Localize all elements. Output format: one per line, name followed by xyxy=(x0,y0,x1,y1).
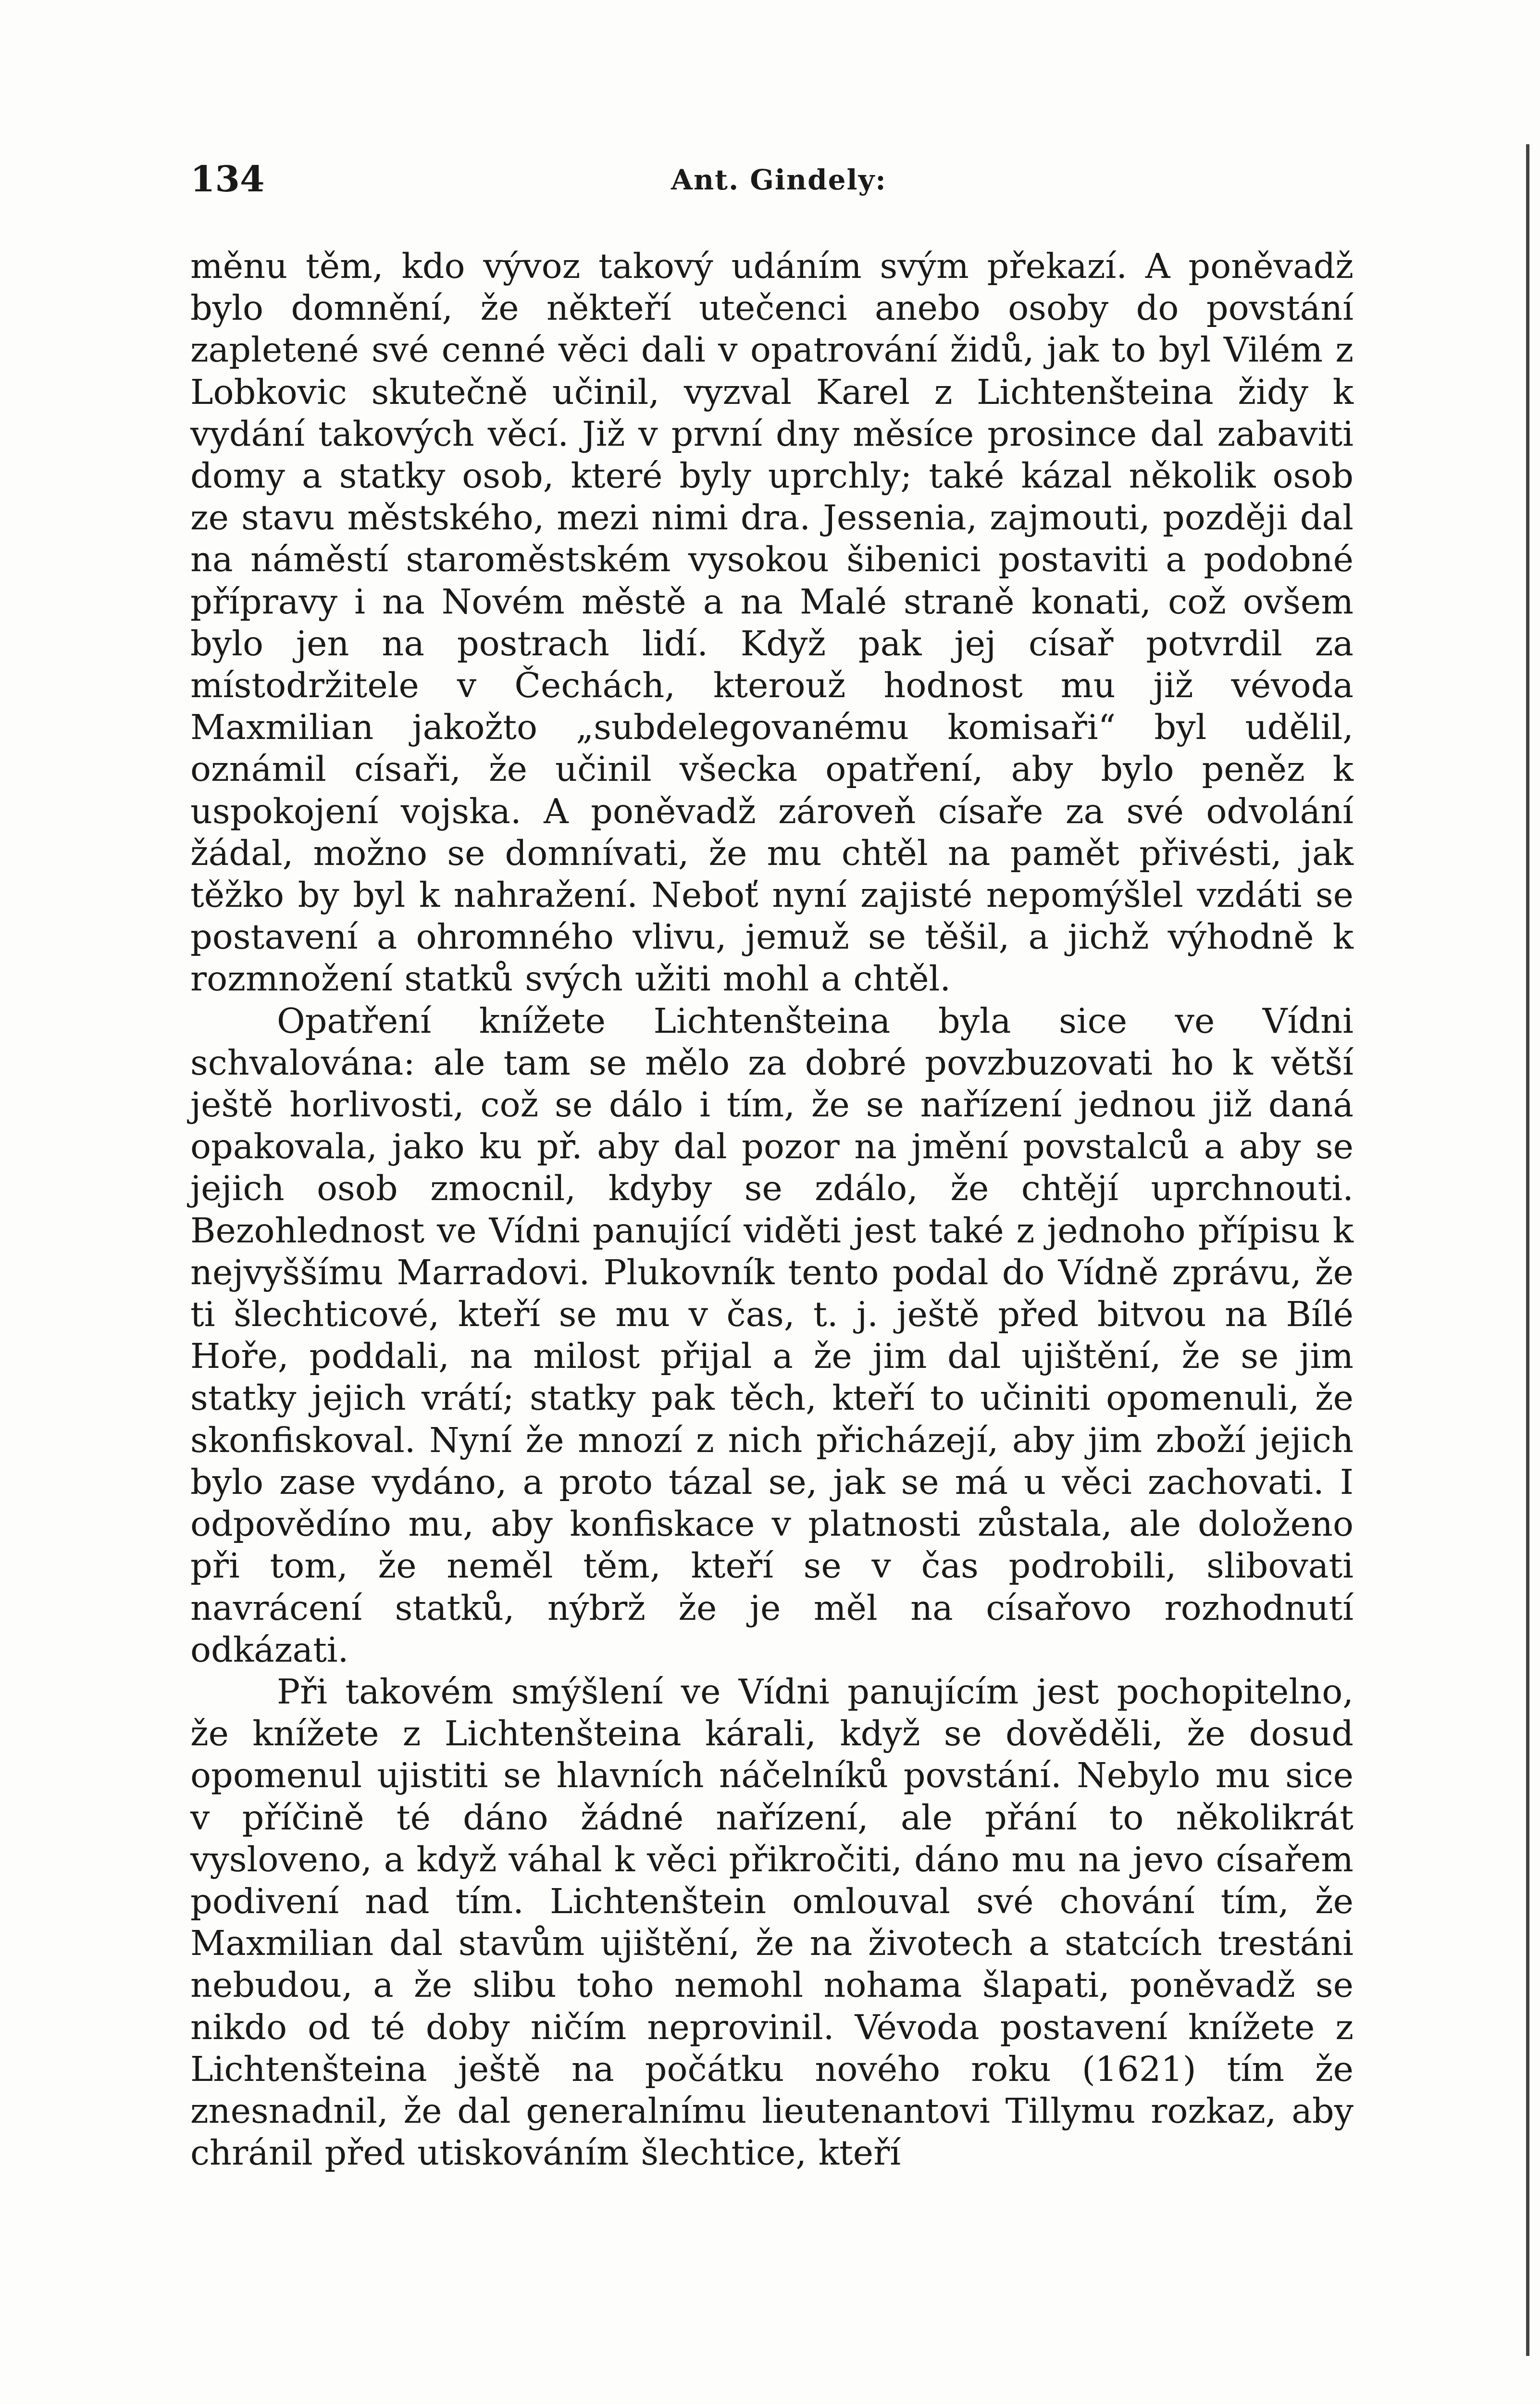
paragraph-1: měnu těm, kdo vývoz takový udáním svým překazí. A poněvadž bylo domnění, že někteří utečenci anebo osoby do povstání zapletené své cenné věci dali v opatrování židů, jak to byl Vilém z Lobkovic skutečně učinil, vyzval Karel z Lichtenšteina židy k vydání takových věcí. Již v první dny měsíce prosince dal zabaviti domy a statky osob, které byly uprchly; také kázal několik osob ze stavu městského, mezi nimi dra. Jessenia, zajmouti, později dal na náměstí staroměstském vysokou šibenici postaviti a podobné přípravy i na Novém městě a na Malé straně konati, což ovšem bylo jen na postrach lidí. Když pak jej císař potvrdil za místodržitele v Čechách, kterouž hodnost mu již vévoda Maxmilian jakožto „subdelegovanému komisaři“ byl udělil, oznámil císaři, že učinil všecka opatření, aby bylo peněz k uspokojení vojska. A poněvadž zároveň císaře za své odvolání žádal, možno se domnívati, že mu chtěl na pamět přivésti, jak těžko by byl k nahražení. Neboť nyní zajisté nepomýšlel vzdáti se postavení a ohromného vlivu, jemuž se těšil, a jichž výhodně k rozmnožení statků svých užiti mohl a chtěl. xyxy=(190,246,1354,999)
scan-edge-shadow xyxy=(1526,144,1529,2356)
paragraph-3: Při takovém smýšlení ve Vídni panujícím jest pochopitelno, že knížete z Lichtenšteina kárali, když se dověděli, že dosud opomenul ujistiti se hlavních náčelníků povstání. Nebylo mu sice v příčině té dáno žádné nařízení, ale přání to několikrát vysloveno, a když váhal k věci přikročiti, dáno mu na jevo císařem podivení nad tím. Lichtenštein omlouval své chování tím, že Maxmilian dal stavům ujištění, že na životech a statcích trestáni nebudou, a že slibu toho nemohl nohama šlapati, poněvadž se nikdo od té doby ničím neprovinil. Vévoda postavení knížete z Lichtenšteina ještě na počátku nového roku (1621) tím že znesnadnil, že dal generalnímu lieutenantovi Tillymu rozkaz, aby chránil před utiskováním šlechtice, kteří xyxy=(190,1671,1354,2173)
paragraph-2: Opatření knížete Lichtenšteina byla sice ve Vídni schvalována: ale tam se mělo za dobré povzbuzovati ho k větší ještě horlivosti, což se dálo i tím, že se nařízení jednou již daná opakovala, jako ku př. aby dal pozor na jmění povstalců a aby se jejich osob zmocnil, kdyby se zdálo, že chtějí uprchnouti. Bezohlednost ve Vídni panující viděti jest také z jednoho přípisu k nejvyššímu Marradovi. Plukovník tento podal do Vídně zprávu, že ti šlechticové, kteří se mu v čas, t. j. ještě před bitvou na Bílé Hoře, poddali, na milost přijal a že jim dal ujištění, že se jim statky jejich vrátí; statky pak těch, kteří to učiniti opomenuli, že skonfiskoval. Nyní že mnozí z nich přicházejí, aby jim zboží jejich bylo zase vydáno, a proto tázal se, jak se má u věci zachovati. I odpovědíno mu, aby konfiskace v platnosti zůstala, ale doloženo při tom, že neměl těm, kteří se v čas podrobili, slibovati navrácení statků, nýbrž že je měl na císařovo rozhodnutí odkázati. xyxy=(190,1001,1354,1670)
running-head: Ant. Gindely: xyxy=(671,163,887,196)
body-text xyxy=(190,245,1354,2174)
page-number: 134 xyxy=(190,159,265,200)
page-header xyxy=(190,153,1354,211)
